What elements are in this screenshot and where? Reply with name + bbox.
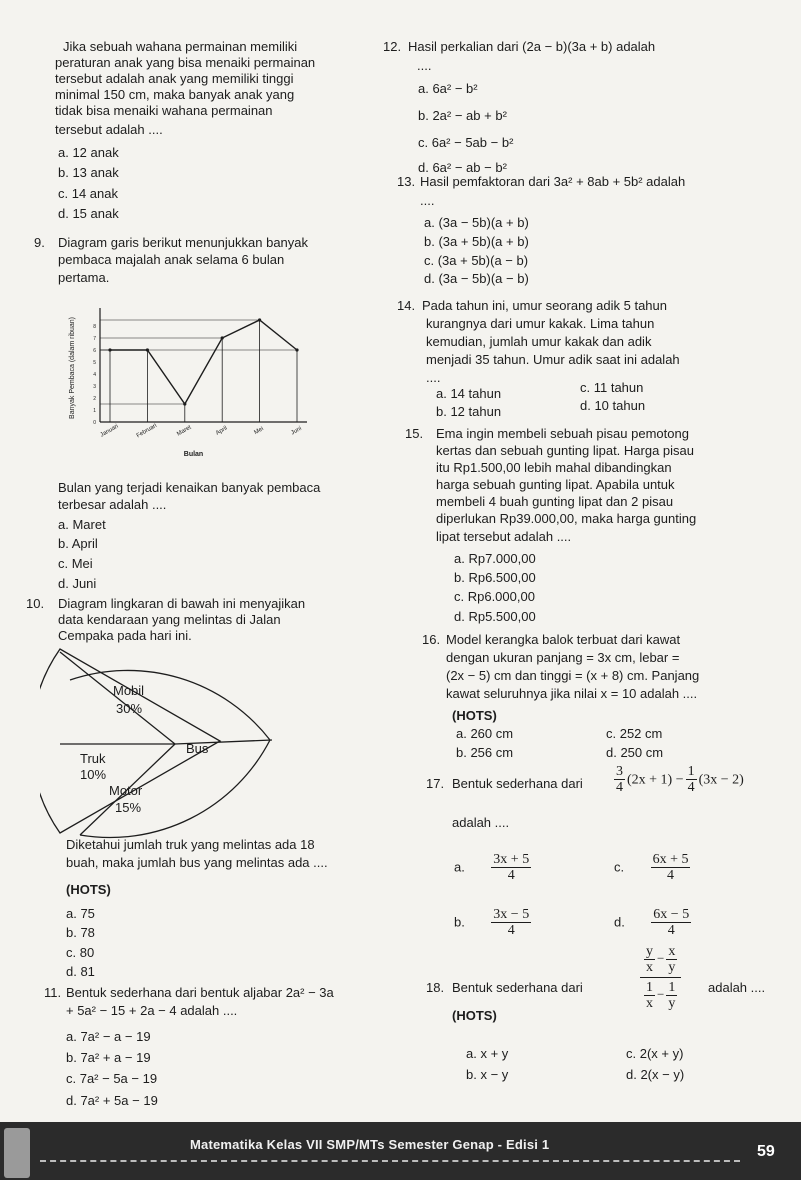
y-tick-label: 4 xyxy=(93,372,96,378)
q15-line: itu Rp1.500,00 lebih mahal dibandingkan xyxy=(436,460,672,475)
q18-option[interactable]: c. 2(x + y) xyxy=(626,1046,684,1061)
q16-hots: (HOTS) xyxy=(452,708,497,723)
q8-option[interactable]: a. 12 anak xyxy=(58,145,119,160)
q18-denominator: $\frac{1}{x}$ − $\frac{1}{y}$ xyxy=(646,980,676,1011)
q11-number: 11. xyxy=(44,985,62,1000)
x-tick-label: Februari xyxy=(135,422,159,440)
q12-number: 12. xyxy=(383,39,402,54)
q8-line: Jika sebuah wahana permainan memiliki xyxy=(63,39,298,54)
q9-number: 9. xyxy=(34,235,45,250)
q8-option[interactable]: b. 13 anak xyxy=(58,165,119,180)
q14-line: menjadi 35 tahun. Umur adik saat ini adalah xyxy=(426,352,680,367)
q18-number: 18. xyxy=(426,980,445,995)
page-number: 59 xyxy=(757,1143,775,1160)
q15-line: membeli 4 buah gunting lipat dan 2 pisau xyxy=(436,494,674,509)
data-point xyxy=(146,348,149,351)
q12-option[interactable]: a. 6a² − b² xyxy=(418,81,478,96)
q9-option[interactable]: a. Maret xyxy=(58,517,106,532)
q18-prefix: Bentuk sederhana dari xyxy=(452,980,583,995)
q13-option[interactable]: a. (3a − 5b)(a + b) xyxy=(424,215,529,230)
fraction: $\frac{3}{4}$ xyxy=(616,764,623,795)
q14-line: Pada tahun ini, umur seorang adik 5 tahun xyxy=(422,298,668,313)
q9-option[interactable]: c. Mei xyxy=(58,556,93,571)
q9-option[interactable]: d. Juni xyxy=(58,576,97,591)
q17-number: 17. xyxy=(426,776,445,791)
pie-value-truk: 10% xyxy=(80,767,107,782)
line-chart xyxy=(62,300,322,480)
q18-option[interactable]: d. 2(x − y) xyxy=(626,1067,685,1082)
q15-number: 15. xyxy=(405,426,424,441)
footer-title: Matematika Kelas VII SMP/MTs Semester Genap - Edisi 1 xyxy=(190,1137,550,1152)
q16-option[interactable]: d. 250 cm xyxy=(606,745,664,760)
q17-adalah: adalah .... xyxy=(452,815,510,830)
q15-option[interactable]: b. Rp6.500,00 xyxy=(454,570,536,585)
data-point xyxy=(258,318,261,321)
y-tick-label: 5 xyxy=(93,360,96,366)
q13-option[interactable]: d. (3a − 5b)(a − b) xyxy=(424,271,529,286)
pie-label-bus: Bus xyxy=(186,741,209,756)
q10-line: Diagram lingkaran di bawah ini menyajikan xyxy=(58,596,306,611)
x-tick-label: Januari xyxy=(99,423,120,439)
q11-option[interactable]: c. 7a² − 5a − 19 xyxy=(66,1071,158,1086)
q15-line: kertas dan sebuah gunting lipat. Harga pisau xyxy=(436,443,695,458)
q15-option[interactable]: c. Rp6.000,00 xyxy=(454,589,535,604)
q9-after: terbesar adalah .... xyxy=(58,497,167,512)
q9-line: pembaca majalah anak selama 6 bulan xyxy=(58,252,285,267)
q11-line: + 5a² − 15 + 2a − 4 adalah .... xyxy=(66,1003,238,1018)
q18-option[interactable]: a. x + y xyxy=(466,1046,509,1061)
y-tick-label: 0 xyxy=(93,420,96,426)
q12-option[interactable]: d. 6a² − ab − b² xyxy=(418,160,507,175)
pie-value-mobil: 30% xyxy=(116,701,143,716)
q9-line: Diagram garis berikut menunjukkan banyak xyxy=(58,235,309,250)
x-tick-label: Mei xyxy=(253,426,265,437)
y-tick-label: 8 xyxy=(93,324,96,330)
y-tick-label: 7 xyxy=(93,336,96,342)
data-point xyxy=(183,402,186,405)
q13-dots: .... xyxy=(420,193,435,208)
q14-option[interactable]: b. 12 tahun xyxy=(436,404,502,419)
q10-option[interactable]: c. 80 xyxy=(66,945,95,960)
q9-line: pertama. xyxy=(58,270,110,285)
pie-divider xyxy=(60,652,175,744)
q8-line: tidak bisa menaiki wahana permainan xyxy=(55,103,273,118)
footer-tab xyxy=(4,1128,30,1178)
q12-option[interactable]: b. 2a² − ab + b² xyxy=(418,108,507,123)
fraction: $\frac{1}{4}$ xyxy=(687,764,695,795)
y-tick-label: 3 xyxy=(93,384,96,390)
q10-option[interactable]: b. 78 xyxy=(66,925,95,940)
q15-line: harga sebuah gunting lipat. Apabila untuk xyxy=(436,477,675,492)
q17-option[interactable]: d. $\frac{6x - 5}{4}$ xyxy=(614,907,690,938)
q14-number: 14. xyxy=(397,298,416,313)
data-point xyxy=(108,348,111,351)
x-tick-label: Juni xyxy=(290,425,303,437)
x-tick-label: April xyxy=(214,425,229,437)
q8-line: minimal 150 cm, maka banyak anak yang xyxy=(55,87,295,102)
q16-line: Model kerangka balok terbuat dari kawat xyxy=(446,632,681,647)
q10-option[interactable]: a. 75 xyxy=(66,906,95,921)
q8-line: tersebut adalah anak yang memiliki tinggi xyxy=(55,71,294,86)
q8-option[interactable]: d. 15 anak xyxy=(58,206,119,221)
q8-line: peraturan anak yang bisa menaiki permainan xyxy=(55,55,316,70)
q10-number: 10. xyxy=(26,596,45,611)
q18-option[interactable]: b. x − y xyxy=(466,1067,509,1082)
q17-option[interactable]: b. $\frac{3x - 5}{4}$ xyxy=(454,907,530,938)
q14-line: kurangnya dari umur kakak. Lima tahun xyxy=(426,316,655,331)
y-axis-label: Banyak Pembaca (dalam ribuan) xyxy=(69,317,76,419)
q15-line: lipat tersebut adalah .... xyxy=(436,529,572,544)
q17-prefix: Bentuk sederhana dari xyxy=(452,776,583,791)
y-tick-label: 1 xyxy=(93,408,96,414)
data-line xyxy=(110,320,297,404)
q13-number: 13. xyxy=(397,174,416,189)
q9-after: Bulan yang terjadi kenaikan banyak pembaca xyxy=(58,480,321,495)
q8-line: tersebut adalah .... xyxy=(55,122,163,137)
q16-option[interactable]: a. 260 cm xyxy=(456,726,514,741)
pie-label-mobil: Mobil xyxy=(113,683,145,698)
q16-option[interactable]: c. 252 cm xyxy=(606,726,663,741)
q16-line: dengan ukuran panjang = 3x cm, lebar = xyxy=(446,650,680,665)
data-point xyxy=(221,336,224,339)
pie-label-truk: Truk xyxy=(80,751,106,766)
q12-dots: .... xyxy=(417,58,432,73)
q11-option[interactable]: a. 7a² − a − 19 xyxy=(66,1029,151,1044)
q9-option[interactable]: b. April xyxy=(58,536,98,551)
q14-line: .... xyxy=(426,370,441,385)
q16-line: (2x − 5) cm dan tinggi = (x + 8) cm. Panjang xyxy=(446,668,700,683)
q11-option[interactable]: d. 7a² + 5a − 19 xyxy=(66,1093,158,1108)
pie-chart xyxy=(40,640,280,840)
data-point xyxy=(295,348,298,351)
q13-option[interactable]: b. (3a + 5b)(a + b) xyxy=(424,234,529,249)
q15-line: Ema ingin membeli sebuah pisau pemotong xyxy=(436,426,689,441)
q11-line: Bentuk sederhana dari bentuk aljabar 2a² − 3a xyxy=(66,985,334,1000)
q18-numerator: $\frac{y}{x}$ − $\frac{x}{y}$ xyxy=(640,944,681,978)
y-tick-label: 6 xyxy=(93,348,96,354)
x-axis-label: Bulan xyxy=(183,451,204,458)
q17-expression: $\frac{3}{4}$ (2x + 1) − $\frac{1}{4}$ (3x − 2) xyxy=(616,764,744,795)
pie-value-motor: 15% xyxy=(115,800,142,815)
q18-adalah: adalah .... xyxy=(708,980,766,995)
y-tick-label: 2 xyxy=(93,396,96,402)
q15-option[interactable]: a. Rp7.000,00 xyxy=(454,551,536,566)
q10-after: buah, maka jumlah bus yang melintas ada .... xyxy=(66,855,328,870)
q13-option[interactable]: c. (3a + 5b)(a − b) xyxy=(424,253,529,268)
q10-line: data kendaraan yang melintas di Jalan xyxy=(58,612,281,627)
q14-option[interactable]: d. 10 tahun xyxy=(580,398,646,413)
q8-option[interactable]: c. 14 anak xyxy=(58,186,118,201)
q16-number: 16. xyxy=(422,632,441,647)
q18-complex-fraction xyxy=(640,944,681,1011)
q10-hots: (HOTS) xyxy=(66,882,111,897)
x-tick-label: Maret xyxy=(176,424,193,438)
q17-option[interactable]: c. $\frac{6x + 5}{4}$ xyxy=(614,852,689,883)
q14-option[interactable]: c. 11 tahun xyxy=(580,380,644,395)
q18-hots: (HOTS) xyxy=(452,1008,497,1023)
q15-option[interactable]: d. Rp5.500,00 xyxy=(454,609,536,624)
q14-option[interactable]: a. 14 tahun xyxy=(436,386,502,401)
footer-divider xyxy=(40,1160,740,1162)
q11-option[interactable]: b. 7a² + a − 19 xyxy=(66,1050,151,1065)
q10-line: Cempaka pada hari ini. xyxy=(58,628,192,643)
q16-line: kawat seluruhnya jika nilai x = 10 adalah .... xyxy=(446,686,698,701)
q14-line: kemudian, jumlah umur kakak dan adik xyxy=(426,334,652,349)
pie-label-motor: Motor xyxy=(109,783,143,798)
q10-after: Diketahui jumlah truk yang melintas ada 18 xyxy=(66,837,315,852)
q12-option[interactable]: c. 6a² − 5ab − b² xyxy=(418,135,514,150)
q10-option[interactable]: d. 81 xyxy=(66,964,95,979)
q17-option[interactable]: a. $\frac{3x + 5}{4}$ xyxy=(454,852,530,883)
q13-text: Hasil pemfaktoran dari 3a² + 8ab + 5b² adalah xyxy=(420,174,686,189)
q15-line: diperlukan Rp39.000,00, maka harga gunting xyxy=(436,511,697,526)
q12-text: Hasil perkalian dari (2a − b)(3a + b) adalah xyxy=(408,39,656,54)
q16-option[interactable]: b. 256 cm xyxy=(456,745,514,760)
